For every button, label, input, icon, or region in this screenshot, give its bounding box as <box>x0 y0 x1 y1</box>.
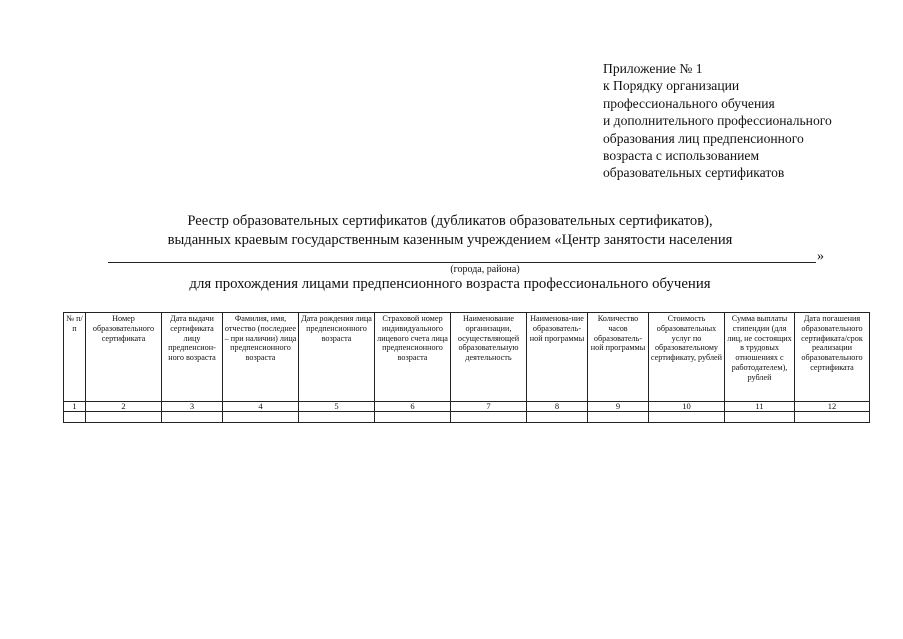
empty-cell <box>795 412 870 423</box>
header-cell: Наименова-ние образователь-ной программы <box>527 313 588 402</box>
column-number: 9 <box>588 402 649 412</box>
column-number: 6 <box>375 402 451 412</box>
column-number: 7 <box>451 402 527 412</box>
header-cell: Дата погашения образовательного сертификата/срок реализации образовательного сертификата <box>795 313 870 402</box>
column-number: 11 <box>725 402 795 412</box>
appendix-line: Приложение № 1 <box>603 61 703 76</box>
header-cell: № п/п <box>64 313 86 402</box>
appendix-line: профессионального обучения <box>603 95 775 111</box>
empty-cell <box>451 412 527 423</box>
appendix-line: возраста с использованием <box>603 148 760 164</box>
empty-cell <box>64 412 86 423</box>
empty-cell <box>649 412 725 423</box>
header-cell: Номер образовательного сертификата <box>86 313 162 402</box>
registry-title-line-1: Реестр образовательных сертификатов (дубликатов образовательных сертификатов), <box>187 213 713 229</box>
appendix-line: образовательных сертификатов <box>603 165 785 181</box>
closing-quote: » <box>817 249 824 264</box>
header-cell: Фамилия, имя, отчество (последнее – при наличии) лица предпенсионного возраста <box>223 313 299 402</box>
table-header-row <box>64 313 870 402</box>
appendix-block <box>603 60 893 182</box>
registry-table <box>63 312 870 423</box>
header-cell: Количество часов образователь-ной программы <box>588 313 649 402</box>
header-cell: Дата рождения лица предпенсионного возраста <box>299 313 375 402</box>
column-number: 2 <box>86 402 162 412</box>
header-cell: Сумма выплаты стипендии (для лиц, не состоящих в трудовых отношениях с работодателем), рублей <box>725 313 795 402</box>
empty-cell <box>86 412 162 423</box>
header-cell: Стоимость образовательных услуг по образовательному сертификату, рублей <box>649 313 725 402</box>
city-district-hint: (города, района) <box>450 264 520 275</box>
empty-cell <box>725 412 795 423</box>
column-number: 5 <box>299 402 375 412</box>
column-number: 12 <box>795 402 870 412</box>
appendix-line: и дополнительного профессионального <box>603 113 832 129</box>
empty-cell <box>527 412 588 423</box>
appendix-line: образования лиц предпенсионного <box>603 130 804 146</box>
empty-cell <box>223 412 299 423</box>
empty-cell <box>588 412 649 423</box>
column-number-row <box>64 402 870 412</box>
fill-in-underline <box>108 262 816 263</box>
empty-cell <box>375 412 451 423</box>
empty-cell <box>299 412 375 423</box>
header-cell: Наименование организации, осуществляющей образовательную деятельность <box>451 313 527 402</box>
appendix-line: к Порядку организации <box>603 78 740 94</box>
header-cell: Страховой номер индивидуального лицевого счета лица предпенсионного возраста <box>375 313 451 402</box>
column-number: 3 <box>162 402 223 412</box>
registry-title-line-2: выданных краевым государственным казенным учреждением «Центр занятости населения <box>167 232 733 248</box>
registry-title-line-3: для прохождения лицами предпенсионного возраста профессионального обучения <box>189 276 711 292</box>
column-number: 1 <box>64 402 86 412</box>
column-number: 10 <box>649 402 725 412</box>
column-number: 4 <box>223 402 299 412</box>
column-number: 8 <box>527 402 588 412</box>
empty-cell <box>162 412 223 423</box>
empty-data-row <box>64 412 870 423</box>
header-cell: Дата выдачи сертификата лицу предпенсион-ного возраста <box>162 313 223 402</box>
